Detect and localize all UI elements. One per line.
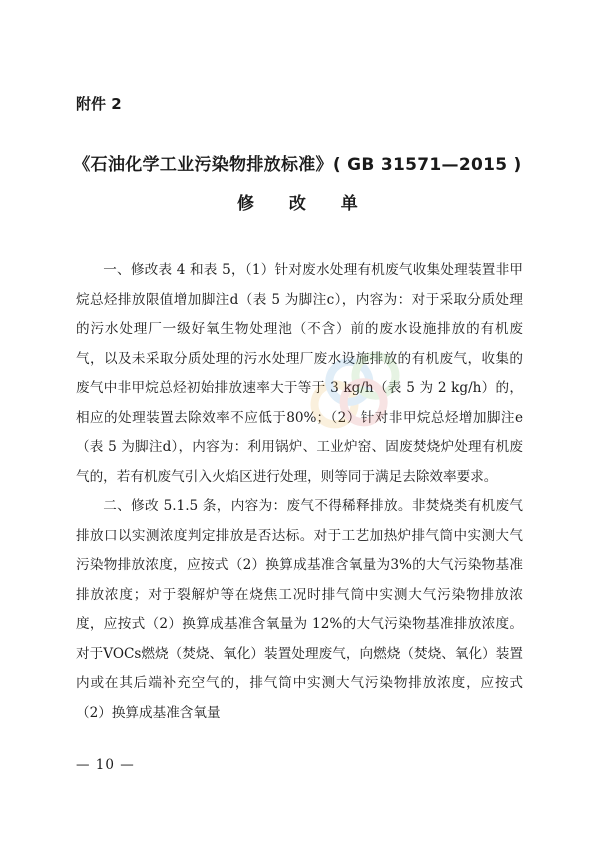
document-body (76, 256, 523, 728)
paragraph-1: 一、修改表 4 和表 5，（1）针对废水处理有机废气收集处理装置非甲烷总烃排放限值增加脚注d（表 5 为脚注c），内容为：对于采取分质处理的污水处理厂一级好氧生物处理池（不含）前的废水设施排放的有机废气，以及未采取分质处理的污水处理厂废水设施排放的有机废气，收集的废气中非甲烷总烃初始排放速率大于等于 3 kg/h（表 5 为 2 kg/h）的，相应的处理装置去除效率不应低于80%；（2）针对非甲烷总烃增加脚注e（表 5 为脚注d），内容为：利用锅炉、工业炉窑、固废焚烧炉处理有机废气的，若有机废气引入火焰区进行处理，则等同于满足去除效率要求。 (76, 262, 523, 485)
page-number: — 10 — (76, 757, 135, 773)
paragraph-2: 二、修改 5.1.5 条，内容为：废气不得稀释排放。非焚烧类有机废气排放口以实测浓度判定排放是否达标。对于工艺加热炉排气筒中实测大气污染物排放浓度，应按式（2）换算成基准含氧量为3%的大气污染物基准排放浓度；对于裂解炉等在烧焦工况时排气筒中实测大气污染物排放浓度，应按式（2）换算成基准含氧量为 12%的大气污染物基准排放浓度。对于VOCs燃烧（焚烧、氧化）装置处理废气，向燃烧（焚烧、氧化）装置内或在其后端补充空气的，排气筒中实测大气污染物排放浓度，应按式（2）换算成基准含氧量 (76, 498, 523, 721)
document-title: 《石油化学工业污染物排放标准》( GB 31571—2015 ) (73, 155, 522, 175)
attachment-label: 附件 2 (76, 95, 122, 113)
document-subtitle: 修 改 单 (236, 194, 359, 214)
